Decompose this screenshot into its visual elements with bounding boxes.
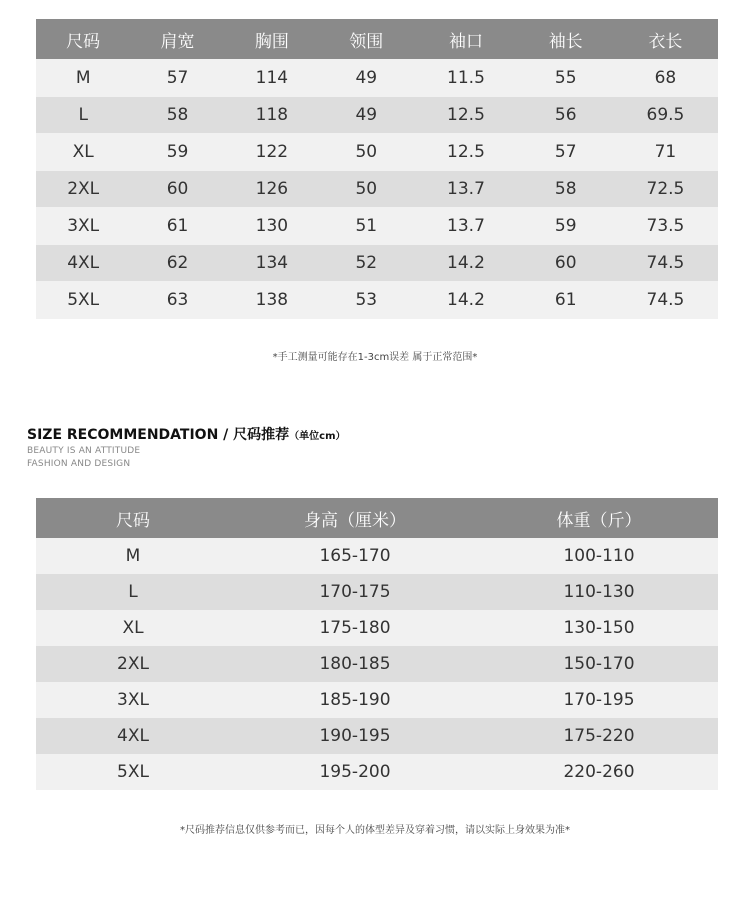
table-row [36, 682, 718, 718]
table-cell: 150-170 [480, 646, 718, 682]
table-cell: 63 [130, 281, 224, 319]
table-cell: 14.2 [413, 245, 518, 281]
table-row [36, 610, 718, 646]
table-cell: M [36, 59, 130, 97]
table-cell: 134 [225, 245, 319, 281]
table-cell: 190-195 [230, 718, 480, 754]
table-cell: 51 [319, 207, 413, 245]
table-cell: 62 [130, 245, 224, 281]
table-cell: 74.5 [613, 245, 718, 281]
table-cell: XL [36, 133, 130, 171]
table-cell: 175-180 [230, 610, 480, 646]
table-cell: 130-150 [480, 610, 718, 646]
table-cell: 118 [225, 97, 319, 133]
table-cell: L [36, 574, 230, 610]
table-cell: 185-190 [230, 682, 480, 718]
table-cell: 50 [319, 133, 413, 171]
subtitle-beauty: BEAUTY IS AN ATTITUDE [27, 446, 141, 456]
table-cell: 59 [130, 133, 224, 171]
table-cell: 60 [519, 245, 613, 281]
table-cell: 110-130 [480, 574, 718, 610]
table-row [36, 171, 718, 207]
size-recommendation-table [36, 498, 718, 790]
table-row [36, 646, 718, 682]
table-cell: 3XL [36, 207, 130, 245]
table-cell: 61 [519, 281, 613, 319]
table-cell: 5XL [36, 754, 230, 790]
table-cell: 138 [225, 281, 319, 319]
table-cell: 175-220 [480, 718, 718, 754]
table-cell: 71 [613, 133, 718, 171]
table-row [36, 718, 718, 754]
measurement-note: *手工测量可能存在1-3cm误差 属于正常范围* [272, 352, 478, 363]
table-cell: 2XL [36, 171, 130, 207]
table-cell: 57 [130, 59, 224, 97]
table-cell: XL [36, 610, 230, 646]
table-row [36, 245, 718, 281]
table-cell: 165-170 [230, 538, 480, 574]
table-cell: 13.7 [413, 207, 518, 245]
table-cell: M [36, 538, 230, 574]
table-cell: 49 [319, 59, 413, 97]
table-cell: 170-175 [230, 574, 480, 610]
table-cell: 55 [519, 59, 613, 97]
table-cell: 180-185 [230, 646, 480, 682]
table-cell: 68 [613, 59, 718, 97]
table-row [36, 754, 718, 790]
subtitle-fashion: FASHION AND DESIGN [27, 459, 131, 469]
table-cell: 69.5 [613, 97, 718, 133]
size-chart-table [36, 19, 718, 319]
header-chest: 胸围 [225, 19, 319, 59]
size-chart-header-row [36, 19, 718, 59]
table-cell: 170-195 [480, 682, 718, 718]
table-cell: 130 [225, 207, 319, 245]
table-cell: 52 [319, 245, 413, 281]
header-size: 尺码 [36, 19, 130, 59]
table-cell: 50 [319, 171, 413, 207]
table-row [36, 574, 718, 610]
table-row [36, 97, 718, 133]
header-size: 尺码 [36, 498, 230, 538]
table-cell: 126 [225, 171, 319, 207]
recommendation-title-text: SIZE RECOMMENDATION / 尺码推荐 [27, 427, 290, 443]
recommendation-unit: （单位cm） [289, 431, 346, 442]
header-shoulder: 肩宽 [130, 19, 224, 59]
table-cell: 12.5 [413, 133, 518, 171]
table-cell: 57 [519, 133, 613, 171]
header-collar: 领围 [319, 19, 413, 59]
table-cell: 114 [225, 59, 319, 97]
header-height: 身高（厘米） [230, 498, 480, 538]
header-weight: 体重（斤） [480, 498, 718, 538]
table-cell: 74.5 [613, 281, 718, 319]
table-cell: 73.5 [613, 207, 718, 245]
table-cell: 61 [130, 207, 224, 245]
table-cell: 59 [519, 207, 613, 245]
table-cell: 14.2 [413, 281, 518, 319]
table-cell: 11.5 [413, 59, 518, 97]
header-length: 衣长 [613, 19, 718, 59]
header-cuff: 袖口 [413, 19, 518, 59]
table-cell: 58 [130, 97, 224, 133]
table-cell: 13.7 [413, 171, 518, 207]
table-cell: 60 [130, 171, 224, 207]
table-row [36, 281, 718, 319]
table-row [36, 538, 718, 574]
table-cell: L [36, 97, 130, 133]
table-cell: 122 [225, 133, 319, 171]
table-cell: 49 [319, 97, 413, 133]
table-cell: 4XL [36, 245, 130, 281]
recommendation-header-row [36, 498, 718, 538]
table-cell: 53 [319, 281, 413, 319]
table-cell: 220-260 [480, 754, 718, 790]
table-row [36, 59, 718, 97]
recommendation-note: *尺码推荐信息仅供参考而已，因每个人的体型差异及穿着习惯，请以实际上身效果为准* [180, 825, 570, 836]
table-cell: 3XL [36, 682, 230, 718]
header-sleeve-length: 袖长 [519, 19, 613, 59]
table-cell: 72.5 [613, 171, 718, 207]
table-cell: 56 [519, 97, 613, 133]
table-cell: 4XL [36, 718, 230, 754]
recommendation-title [27, 424, 346, 444]
table-row [36, 133, 718, 171]
table-row [36, 207, 718, 245]
table-cell: 58 [519, 171, 613, 207]
table-cell: 195-200 [230, 754, 480, 790]
table-cell: 12.5 [413, 97, 518, 133]
table-cell: 5XL [36, 281, 130, 319]
table-cell: 100-110 [480, 538, 718, 574]
table-cell: 2XL [36, 646, 230, 682]
